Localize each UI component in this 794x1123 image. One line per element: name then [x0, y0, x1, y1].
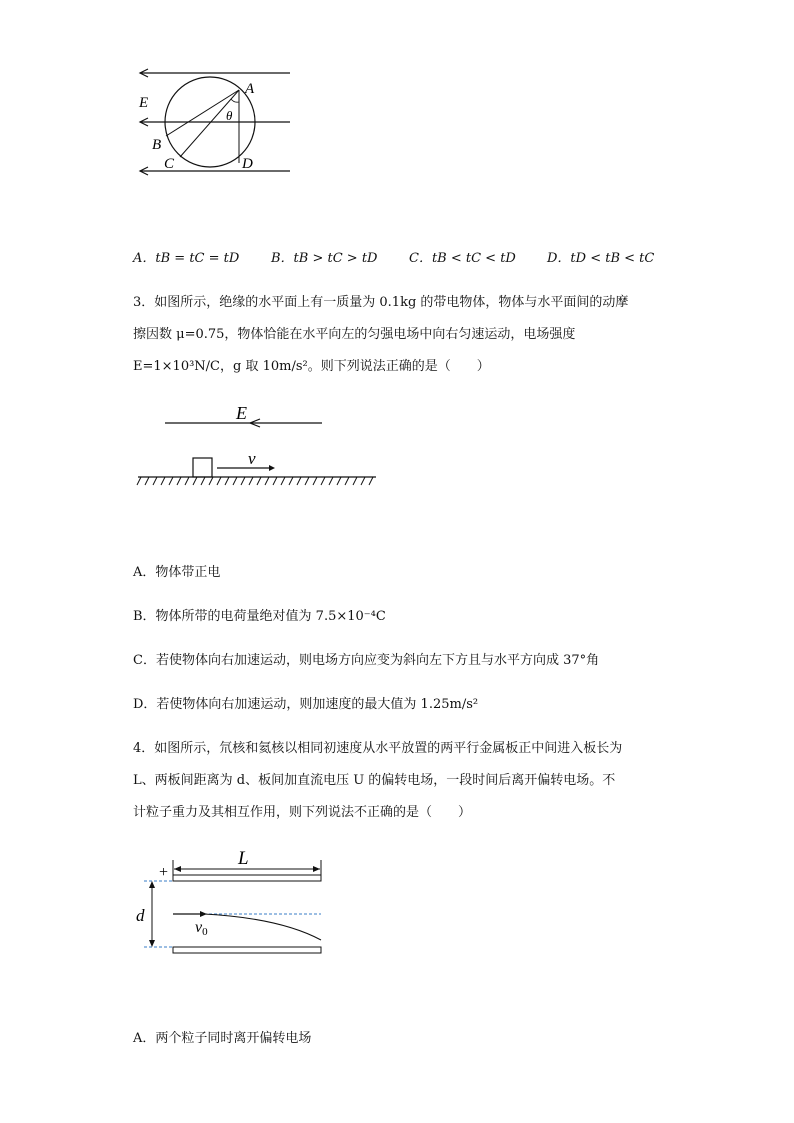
q3-option-d: D．若使物体向右加速运动，则加速度的最大值为 1.25m/s² [133, 697, 479, 712]
q2-option-a: A．tB = tC = tD [133, 251, 240, 266]
label-d: d [136, 906, 145, 925]
q2-option-d: D．tD < tB < tC [547, 251, 655, 266]
block [193, 458, 212, 477]
figure-block-field [135, 400, 385, 495]
label-v0: v0 [195, 919, 208, 938]
length-arrowhead-right [313, 866, 320, 872]
q4-stem-line3: 计粒子重力及其相互作用，则下列说法不正确的是（ ） [133, 805, 472, 820]
label-plus: + [159, 864, 169, 881]
figure-deflection-plates [130, 840, 330, 960]
label-v: v [248, 449, 256, 468]
top-plate [173, 875, 321, 881]
q3-stem-line2: 擦因数 μ=0.75，物体恰能在水平向左的匀强电场中向右匀速运动，电场强度 [133, 327, 576, 342]
label-D: D [242, 156, 253, 172]
q3-option-a: A．物体带正电 [133, 565, 221, 580]
angle-theta-arc [231, 99, 239, 102]
q2-option-c: C．tB < tC < tD [409, 251, 516, 266]
label-E-field: E [236, 403, 247, 423]
length-arrowhead-left [174, 866, 181, 872]
q3-option-b: B．物体所带的电荷量绝对值为 7.5×10⁻⁴C [133, 609, 386, 624]
velocity-arrowhead [269, 465, 275, 471]
q4-stem-line2: L、两板间距离为 d、板间加直流电压 U 的偏转电场，一段时间后离开偏转电场。不 [133, 773, 616, 788]
gap-arrowhead-bottom [149, 940, 155, 947]
label-A: A [245, 81, 255, 97]
q4-option-a: A．两个粒子同时离开偏转电场 [133, 1031, 312, 1046]
label-theta: θ [226, 108, 233, 123]
label-L: L [238, 848, 249, 869]
label-E: E [139, 95, 149, 111]
q2-option-b: B．tB > tC > tD [271, 251, 378, 266]
bottom-plate [173, 947, 321, 953]
trajectory [204, 914, 321, 940]
figure-circle-field [130, 60, 300, 190]
q3-option-c: C．若使物体向右加速运动，则电场方向应变为斜向左下方且与水平方向成 37°角 [133, 653, 600, 668]
ground-hatching [137, 477, 373, 485]
gap-arrowhead-top [149, 881, 155, 888]
q4-stem-line1: 4．如图所示，氘核和氦核以相同初速度从水平放置的两平行金属板正中间进入板长为 [133, 741, 623, 756]
label-B: B [152, 137, 162, 153]
label-C: C [164, 156, 175, 172]
q3-stem-line3: E=1×10³N/C，g 取 10m/s²。则下列说法正确的是（ ） [133, 359, 490, 374]
q3-stem-line1: 3．如图所示，绝缘的水平面上有一质量为 0.1kg 的带电物体，物体与水平面间的动摩 [133, 295, 629, 310]
chord-AC [180, 90, 239, 157]
